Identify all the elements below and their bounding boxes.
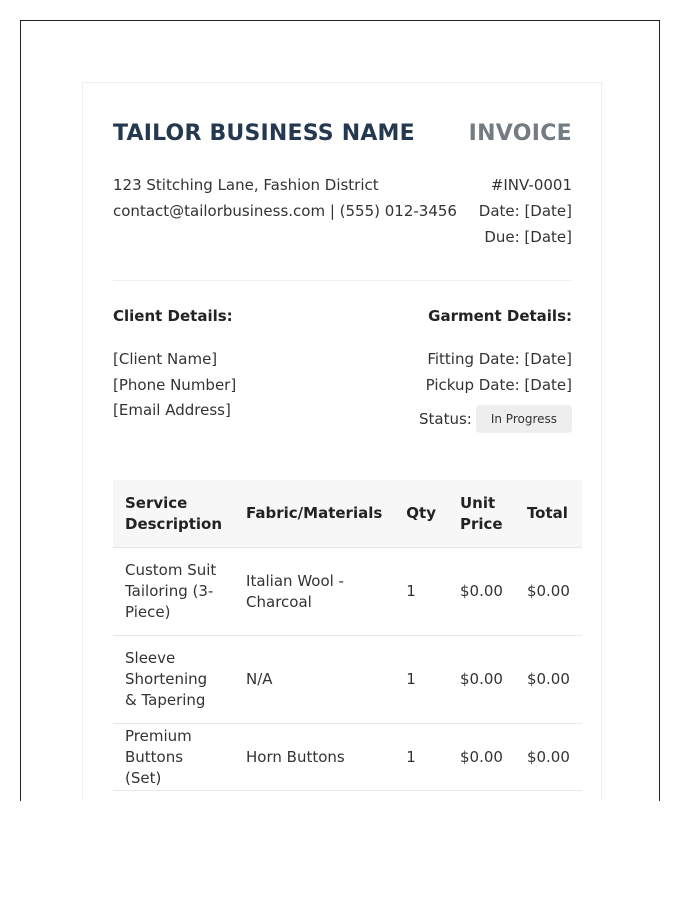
cell-qty: 1 xyxy=(394,724,448,791)
cell-unit-price: $0.00 xyxy=(448,548,515,636)
client-details xyxy=(113,347,236,424)
pickup-date: Pickup Date: [Date] xyxy=(425,375,572,394)
header-fabric-materials: Fabric/Materials xyxy=(234,480,394,548)
cell-total: $0.00 xyxy=(515,724,582,791)
status-badge: In Progress xyxy=(476,405,572,433)
business-address: 123 Stitching Lane, Fashion District xyxy=(113,176,379,194)
table-row xyxy=(113,724,582,791)
invoice-number: #INV-0001 xyxy=(490,176,572,194)
table-row xyxy=(113,636,582,724)
client-name: [Client Name] xyxy=(113,350,218,368)
fitting-date: Fitting Date: [Date] xyxy=(427,350,572,368)
cell-service: Custom Suit Tailoring (3-Piece) xyxy=(113,548,234,636)
header-unit-price: Unit Price xyxy=(448,480,515,548)
cell-service: Premium Buttons (Set) xyxy=(113,724,234,791)
invoice-meta xyxy=(479,172,572,250)
business-contact-block xyxy=(113,172,457,224)
header-qty: Qty xyxy=(394,480,448,548)
client-email: [Email Address] xyxy=(113,401,231,419)
header-divider xyxy=(113,280,571,281)
cell-unit-price: $0.00 xyxy=(448,636,515,724)
page-frame xyxy=(20,20,660,801)
invoice-date: Date: [Date] xyxy=(478,202,572,220)
table-header-row xyxy=(113,480,582,548)
invoice-due-date: Due: [Date] xyxy=(484,228,572,246)
invoice-title: INVOICE xyxy=(468,121,572,146)
cell-total: $0.00 xyxy=(515,548,582,636)
garment-details xyxy=(426,347,572,398)
services-table xyxy=(113,480,582,791)
cell-fabric: Italian Wool - Charcoal xyxy=(234,548,394,636)
cell-fabric: Horn Buttons xyxy=(234,724,394,791)
header-total: Total xyxy=(515,480,582,548)
cell-fabric: N/A xyxy=(234,636,394,724)
cell-total: $0.00 xyxy=(515,636,582,724)
cell-qty: 1 xyxy=(394,636,448,724)
client-phone: [Phone Number] xyxy=(113,375,237,394)
cell-unit-price: $0.00 xyxy=(448,724,515,791)
cell-qty: 1 xyxy=(394,548,448,636)
table-row xyxy=(113,548,582,636)
cell-service: Sleeve Shortening & Tapering xyxy=(113,636,234,724)
status-label: Status: xyxy=(418,410,472,428)
client-details-heading: Client Details: xyxy=(113,307,233,325)
header-service-description: Service Description xyxy=(113,480,234,548)
status-row xyxy=(419,405,572,433)
garment-details-heading: Garment Details: xyxy=(428,307,572,325)
invoice-sheet xyxy=(82,82,602,801)
business-name: TAILOR BUSINESS NAME xyxy=(113,121,415,146)
business-contact: contact@tailorbusiness.com | (555) 012-3456 xyxy=(113,202,457,220)
